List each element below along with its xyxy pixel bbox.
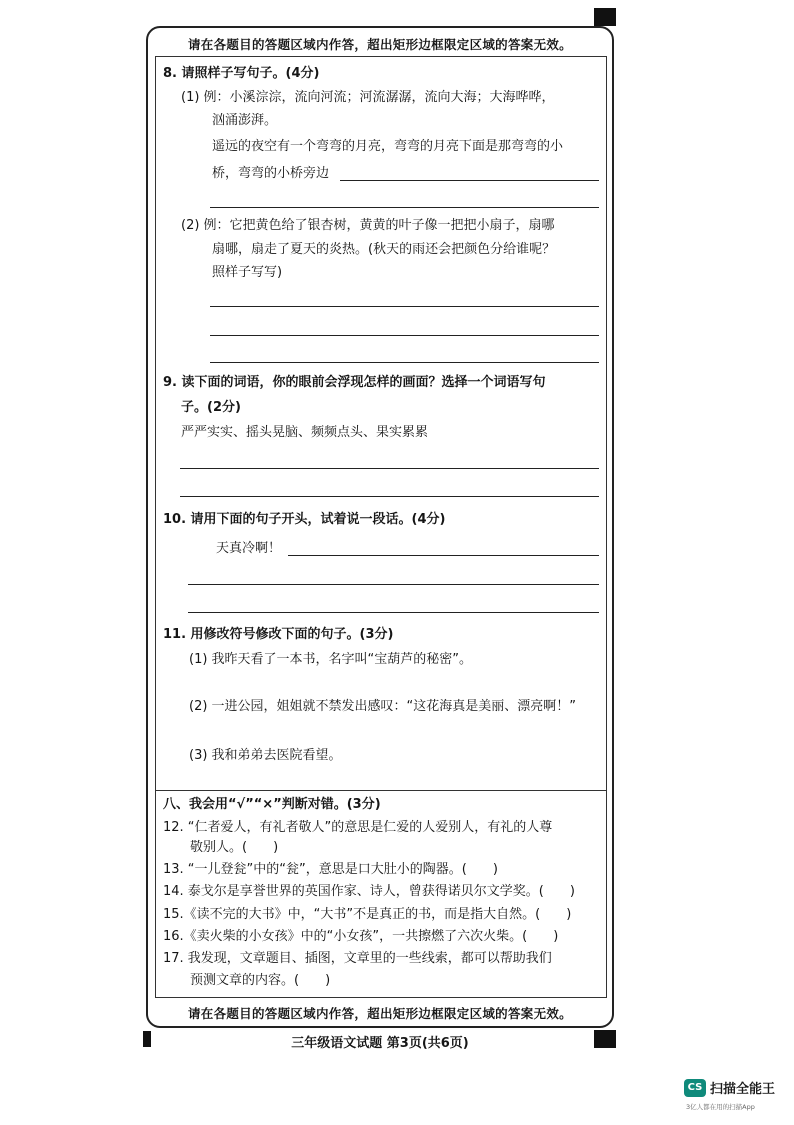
notice-top: 请在各题目的答题区域内作答，超出矩形边框限定区域的答案无效。 [187, 37, 572, 52]
q13[interactable]: 13. “一儿登瓮”中的“瓮”，意思是口大肚小的陶器。( ) [163, 862, 498, 877]
q9-answer-line-1[interactable] [180, 468, 599, 469]
q11-sentence-1: (1) 我昨天看了一本书，名字叫“宝葫芦的秘密”。 [189, 652, 473, 667]
q9-title-line2: 子。(2分) [181, 400, 241, 415]
q17-line2[interactable]: 预测文章的内容。( ) [190, 973, 331, 988]
q11-sentence-3: (3) 我和弟弟去医院看望。 [189, 748, 342, 763]
q17-line1: 17. 我发现，文章题目、插图，文章里的一些线索，都可以帮助我们 [163, 951, 552, 966]
q10-answer-line-1[interactable] [288, 555, 599, 556]
page-footer: 三年级语文试题 第3页(共6页) [291, 1036, 469, 1051]
q8-p2-answer-line-3[interactable] [210, 362, 599, 363]
q9-words: 严严实实、摇头晃脑、频频点头、果实累累 [181, 425, 429, 440]
q8-title: 8. 请照样子写句子。(4分) [163, 66, 320, 81]
q8-p1-line1: (1) 例：小溪淙淙，流向河流；河流潺潺，流向大海；大海哗哗， [181, 90, 555, 105]
q11-sentence-2: (2) 一进公园，姐姐就不禁发出感叹：“这花海真是美丽、漂亮啊！” [189, 699, 577, 714]
q8-p2-line2: 扇哪，扇走了夏天的炎热。(秋天的雨还会把颜色分给谁呢？ [212, 242, 556, 257]
camscanner-logo-icon: CS [684, 1079, 706, 1097]
q9-title-line1: 9. 读下面的词语，你的眼前会浮现怎样的画面？选择一个词语写句 [163, 375, 546, 390]
camscanner-logo-name: 扫描全能王 [710, 1082, 776, 1097]
q10-answer-line-3[interactable] [188, 612, 599, 613]
q8-p2-answer-line-2[interactable] [210, 335, 599, 336]
notice-bottom: 请在各题目的答题区域内作答，超出矩形边框限定区域的答案无效。 [187, 1006, 572, 1021]
q8-p1-answer-line-1[interactable] [340, 180, 599, 181]
q8-p2-line1: (2) 例：它把黄色给了银杏树，黄黄的叶子像一把把小扇子，扇哪 [181, 218, 555, 233]
q10-title: 10. 请用下面的句子开头，试着说一段话。(4分) [163, 512, 446, 527]
q12-line2[interactable]: 敬别人。( ) [190, 840, 279, 855]
q8-p1-line4: 桥，弯弯的小桥旁边 [212, 166, 330, 181]
q8-p1-answer-line-2[interactable] [210, 207, 599, 208]
q14[interactable]: 14. 泰戈尔是享誉世界的英国作家、诗人，曾获得诺贝尔文学奖。( ) [163, 884, 575, 899]
q11-title: 11. 用修改符号修改下面的句子。(3分) [163, 627, 394, 642]
q15[interactable]: 15.《读不完的大书》中，“大书”不是真正的书，而是指大自然。( ) [163, 907, 572, 922]
q8-p2-line3: 照样子写写) [212, 265, 283, 280]
q8-p2-answer-line-1[interactable] [210, 306, 599, 307]
q9-answer-line-2[interactable] [180, 496, 599, 497]
q16[interactable]: 16.《卖火柴的小女孩》中的“小女孩”，一共擦燃了六次火柴。( ) [163, 929, 559, 944]
registration-mark-top-right [594, 8, 616, 26]
camscanner-logo-tagline: 3亿人都在用的扫描App [686, 1103, 755, 1111]
q10-start: 天真冷啊！ [216, 541, 282, 556]
section8-title: 八、我会用“√”“×”判断对错。(3分) [163, 797, 381, 812]
q10-answer-line-2[interactable] [188, 584, 599, 585]
q8-p1-line3: 遥远的夜空有一个弯弯的月亮，弯弯的月亮下面是那弯弯的小 [212, 139, 564, 154]
q8-p1-line2: 汹涌澎湃。 [212, 113, 278, 128]
q12-line1: 12. “仁者爱人，有礼者敬人”的意思是仁爱的人爱别人，有礼的人尊 [163, 820, 553, 835]
